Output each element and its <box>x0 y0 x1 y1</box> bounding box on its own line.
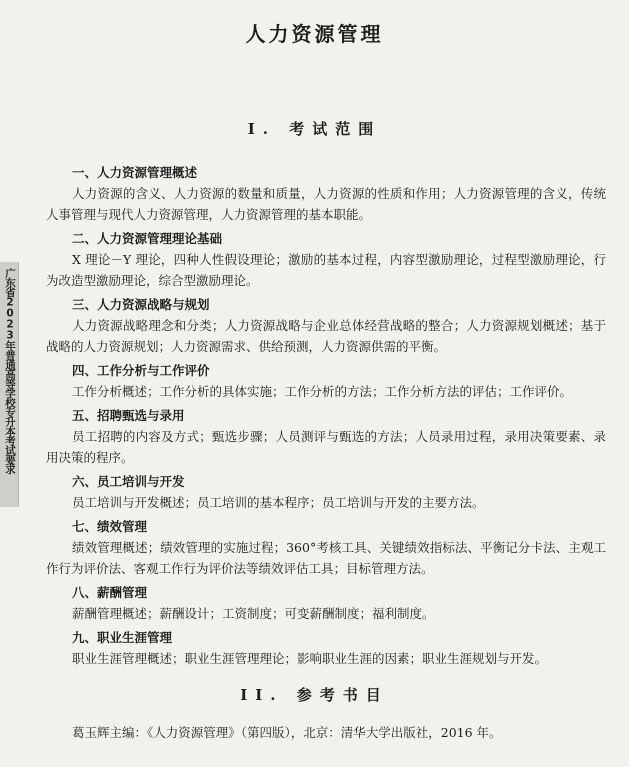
topic-heading: 七、绩效管理 <box>72 519 148 534</box>
topic-body: 工作分析概述；工作分析的具体实施；工作分析的方法；工作分析方法的评估；工作评价。 <box>72 384 573 399</box>
topic-heading: 六、员工培训与开发 <box>72 474 185 489</box>
topic-body: 员工培训与开发概述；员工培训的基本程序；员工培训与开发的主要方法。 <box>72 495 485 510</box>
section-heading-references: II. 参考书目 <box>240 686 389 704</box>
topic-body: 薪酬管理概述；薪酬设计；工资制度；可变薪酬制度；福利制度。 <box>72 606 435 621</box>
topic-7 <box>46 516 606 579</box>
topic-heading: 一、人力资源管理概述 <box>72 165 198 180</box>
page-title: 人力资源管理 <box>245 22 384 46</box>
topic-9 <box>46 627 606 669</box>
side-tab-label: 广东省2023年普通高等学校专升本考试要求 <box>4 268 16 474</box>
topic-8 <box>46 582 606 624</box>
topic-4 <box>46 360 606 402</box>
side-tab <box>0 262 19 507</box>
topic-heading: 八、薪酬管理 <box>72 585 148 600</box>
topic-heading: 九、职业生涯管理 <box>72 630 173 645</box>
topic-body: X 理论－Y 理论，四种人性假设理论；激励的基本过程，内容型激励理论，过程型激励理论，行为改造型激励理论，综合型激励理论。 <box>46 252 606 288</box>
topic-body: 员工招聘的内容及方式；甄选步骤；人员测评与甄选的方法；人员录用过程，录用决策要素、录用决策的程序。 <box>46 429 606 465</box>
topic-heading: 三、人力资源战略与规划 <box>72 297 210 312</box>
topic-2 <box>46 228 606 291</box>
topic-3 <box>46 294 606 357</box>
topic-body: 人力资源战略理念和分类；人力资源战略与企业总体经营战略的整合；人力资源规划概述；基于战略的人力资源规划；人力资源需求、供给预测，人力资源供需的平衡。 <box>46 318 606 354</box>
section-heading-exam-scope: I. 考试范围 <box>247 120 382 138</box>
topic-body: 人力资源的含义、人力资源的数量和质量，人力资源的性质和作用；人力资源管理的含义，传统人事管理与现代人力资源管理，人力资源管理的基本职能。 <box>46 186 606 222</box>
topic-body: 职业生涯管理概述；职业生涯管理理论；影响职业生涯的因素；职业生涯规划与开发。 <box>72 651 548 666</box>
topic-1 <box>46 162 606 225</box>
reference-entry: 葛玉辉主编：《人力资源管理》（第四版），北京：清华大学出版社，2016 年。 <box>72 725 502 740</box>
topic-list <box>46 162 606 672</box>
topic-6 <box>46 471 606 513</box>
topic-heading: 四、工作分析与工作评价 <box>72 363 210 378</box>
topic-body: 绩效管理概述；绩效管理的实施过程；360°考核工具、关键绩效指标法、平衡记分卡法、主观工作行为评价法、客观工作行为评价法等绩效评估工具；目标管理方法。 <box>46 540 606 576</box>
topic-heading: 五、招聘甄选与录用 <box>72 408 185 423</box>
topic-5 <box>46 405 606 468</box>
topic-heading: 二、人力资源管理理论基础 <box>72 231 223 246</box>
